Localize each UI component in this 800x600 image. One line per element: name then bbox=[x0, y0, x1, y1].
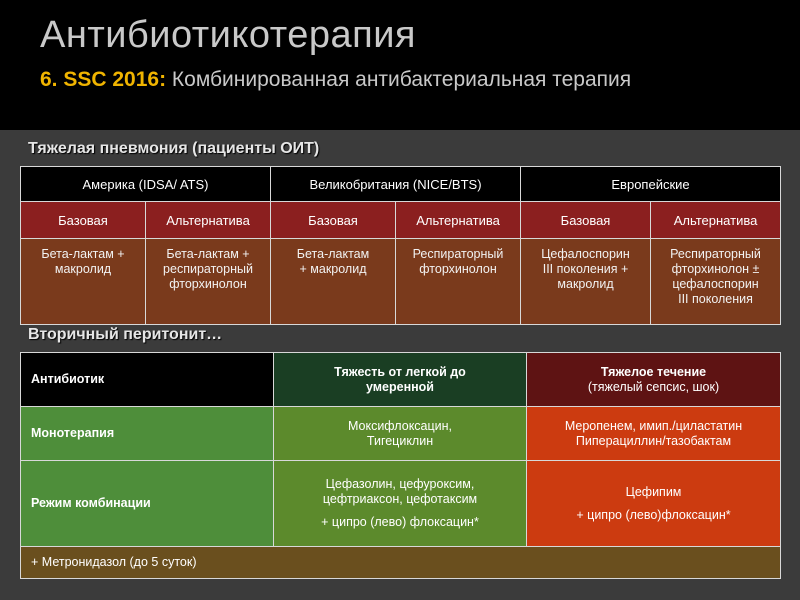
row-label-combination: Режим комбинации bbox=[21, 461, 274, 547]
cell-line: Респираторный bbox=[670, 247, 761, 261]
header-severe bbox=[527, 353, 781, 407]
cell-line: Респираторный bbox=[412, 247, 504, 261]
cell-line: Пиперациллин/тазобактам bbox=[575, 433, 732, 448]
cell-line: Бета-лактам bbox=[296, 247, 370, 261]
monotherapy-severe-cell bbox=[527, 407, 781, 461]
regimen-cell bbox=[146, 239, 271, 325]
table-row bbox=[21, 353, 781, 407]
cell-line: Цефипим bbox=[625, 484, 682, 499]
regimen-cell bbox=[651, 239, 781, 325]
cell-line: макролид bbox=[54, 262, 112, 276]
section-peritonitis-title: Вторичный перитонит… bbox=[28, 326, 223, 343]
cell-line: + ципро (лево)флоксацин* bbox=[576, 507, 731, 522]
subtitle-accent: 6. SSC 2016: bbox=[40, 68, 167, 91]
subtitle-text: Комбинированная антибактериальная терапия bbox=[166, 68, 632, 91]
regimen-cell bbox=[271, 239, 396, 325]
table-row bbox=[21, 547, 781, 579]
cell-line: Тяжелое течение bbox=[600, 364, 707, 379]
cell-line: фторхинолон bbox=[169, 277, 247, 291]
regimen-cell bbox=[521, 239, 651, 325]
group-header-uk: Великобритания (NICE/BTS) bbox=[271, 167, 521, 202]
subheader-cell: Базовая bbox=[271, 202, 396, 239]
footer-note: + Метронидазол (до 5 суток) bbox=[21, 547, 781, 579]
slide-header bbox=[0, 0, 800, 130]
cell-line: Бета-лактам + bbox=[41, 247, 125, 261]
cell-line: Цефазолин, цефуроксим, bbox=[325, 477, 475, 491]
slide-subtitle bbox=[40, 66, 740, 93]
cell-line: Тяжесть от легкой до bbox=[334, 364, 466, 379]
peritonitis-table bbox=[20, 352, 781, 579]
table-row bbox=[21, 167, 781, 202]
subheader-cell: Альтернатива bbox=[396, 202, 521, 239]
cell-line: макролид bbox=[557, 277, 614, 291]
table-row bbox=[21, 239, 781, 325]
cell-line: Меропенем, имип./циластатин bbox=[564, 418, 743, 433]
regimen-cell bbox=[396, 239, 521, 325]
cell-line: + макролид bbox=[299, 262, 367, 276]
cell-line: III поколения bbox=[678, 292, 753, 306]
regimen-cell bbox=[21, 239, 146, 325]
cell-line: Моксифлоксацин, bbox=[347, 418, 453, 433]
table-row bbox=[21, 461, 781, 547]
cell-line: (тяжелый сепсис, шок) bbox=[587, 379, 720, 394]
subheader-cell: Альтернатива bbox=[651, 202, 781, 239]
group-header-europe: Европейские bbox=[521, 167, 781, 202]
header-antibiotic: Антибиотик bbox=[21, 353, 274, 407]
cell-line: цефтриаксон, цефотаксим bbox=[322, 492, 478, 506]
cell-line: умеренной bbox=[366, 379, 434, 394]
cell-line: фторхинолон bbox=[419, 262, 497, 276]
combination-severe-cell bbox=[527, 461, 781, 547]
table-row bbox=[21, 202, 781, 239]
subheader-cell: Базовая bbox=[521, 202, 651, 239]
section-pneumonia-title: Тяжелая пневмония (пациенты ОИТ) bbox=[28, 140, 320, 157]
combination-mild-cell bbox=[274, 461, 527, 547]
cell-line: Цефалоспорин bbox=[541, 247, 630, 261]
cell-line: Тигециклин bbox=[366, 433, 434, 448]
table-row bbox=[21, 407, 781, 461]
cell-line: цефалоспорин bbox=[672, 277, 759, 291]
group-header-america: Америка (IDSA/ ATS) bbox=[21, 167, 271, 202]
cell-line: Бета-лактам + bbox=[166, 247, 250, 261]
slide-title: Антибиотикотерапия bbox=[40, 14, 416, 56]
cell-line: III поколения + bbox=[542, 262, 629, 276]
subheader-cell: Базовая bbox=[21, 202, 146, 239]
row-label-monotherapy: Монотерапия bbox=[21, 407, 274, 461]
cell-line: + ципро (лево) флоксацин* bbox=[321, 515, 479, 529]
pneumonia-table bbox=[20, 166, 781, 325]
subheader-cell: Альтернатива bbox=[146, 202, 271, 239]
monotherapy-mild-cell bbox=[274, 407, 527, 461]
cell-line: респираторный bbox=[163, 262, 253, 276]
cell-line: фторхинолон ± bbox=[671, 262, 760, 276]
header-mild-moderate bbox=[274, 353, 527, 407]
